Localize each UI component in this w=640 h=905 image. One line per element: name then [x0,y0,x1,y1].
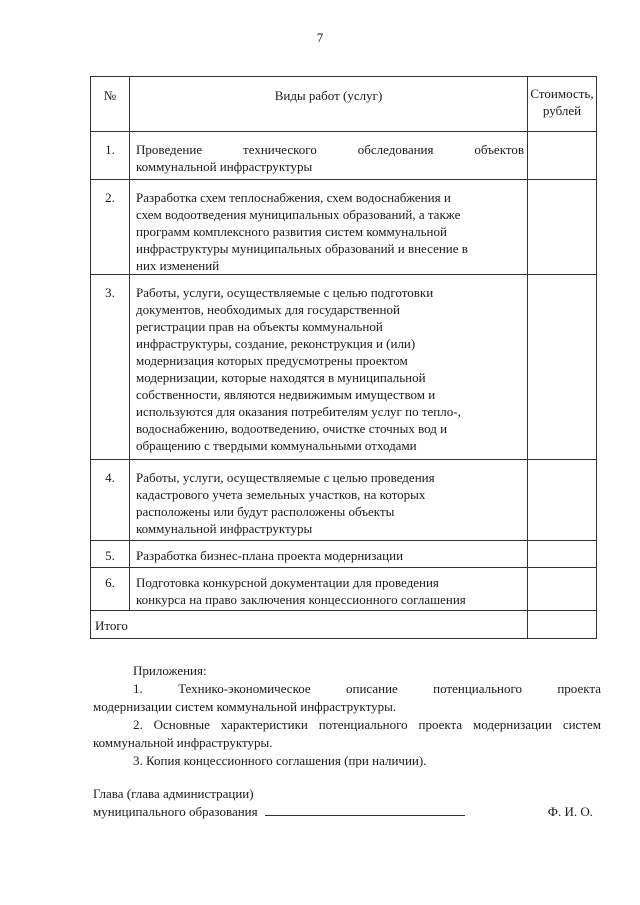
row-text-line: инфраструктуры муниципальных образований и внесение в [136,241,468,256]
table-row [91,132,597,180]
table-total-row [91,611,597,639]
row-text-line: инфраструктуры, создание, реконструкция и (или) [136,336,416,351]
row-text-line: собственности, являются недвижимым имуществом и [136,387,436,402]
attachment-item-3: 3. Копия концессионного соглашения (при наличии). [133,753,427,768]
total-label: Итого [91,611,528,639]
row-text-line: кадастрового учета земельных участков, на которых [136,487,426,502]
row-cost-cell [528,275,597,460]
attachment-item-1 [93,680,601,716]
table-header-row [91,77,597,132]
signature-block [93,785,601,821]
signature-org: муниципального образования [93,804,258,819]
row-number: 1. [91,132,130,180]
row-number: 3. [91,275,130,460]
row-cost-cell [528,568,597,611]
row-text-line: обращению с твердыми коммунальными отходами [136,438,417,453]
signature-underline [265,803,465,816]
row-work-description [130,541,528,568]
works-cost-table [90,76,597,639]
row-text-line: Разработка схем теплоснабжения, схем водоснабжения и [136,190,451,205]
row-work-description [130,132,528,180]
table-row [91,460,597,541]
attachments-section [93,662,601,770]
page-number: 7 [316,30,324,45]
table-row [91,541,597,568]
row-text-line: модернизация которых предусмотрены проектом [136,353,408,368]
table-row [91,568,597,611]
row-cost-cell [528,541,597,568]
attachments-heading: Приложения: [133,663,207,678]
row-text-line: расположены или будут расположены объекты [136,504,395,519]
row-text-line: Работы, услуги, осуществляемые с целью проведения [136,470,435,485]
table-row [91,275,597,460]
row-text-line: Работы, услуги, осуществляемые с целью подготовки [136,285,434,300]
row-work-description [130,180,528,275]
header-cost-line1: Стоимость, [530,86,594,101]
attachment-item-1-line1: 1. Технико-экономическое описание потенциального проекта [133,681,601,696]
row-text-line: модернизации, которые находятся в муниципальной [136,370,426,385]
row-text-line: используются для оказания потребителям услуг по тепло-, [136,404,461,419]
row-number: 4. [91,460,130,541]
attachment-item-2: 2. Основные характеристики потенциального проекта модернизации систем коммунальной инфраструктуры. [93,717,601,750]
row-text-line: программ комплексного развития систем коммунальной [136,224,447,239]
total-cost-cell [528,611,597,639]
row-text-line: схем водоотведения муниципальных образований, а также [136,207,461,222]
row-text-line: документов, необходимых для государственной [136,302,400,317]
row-number: 5. [91,541,130,568]
row-text-line: конкурса на право заключения концессионного соглашения [136,592,466,607]
header-cost [528,77,597,132]
row-number: 2. [91,180,130,275]
row-work-description [130,460,528,541]
header-work-types: Виды работ (услуг) [130,77,528,132]
header-number: № [91,77,130,132]
row-text-line: Подготовка конкурсной документации для проведения [136,575,439,590]
row-cost-cell [528,180,597,275]
signature-title: Глава (глава администрации) [93,786,254,801]
row-cost-cell [528,132,597,180]
signature-line [93,803,601,821]
row-text-line: них изменений [136,258,220,273]
row-work-description [130,275,528,460]
table-row [91,180,597,275]
row-text-line: Разработка бизнес-плана проекта модернизации [136,548,404,563]
attachment-item-1-line2: модернизации систем коммунальной инфраструктуры. [93,699,397,714]
row-cost-cell [528,460,597,541]
row-text-line: коммунальной инфраструктуры [136,159,313,174]
header-cost-line2: рублей [542,103,582,118]
row-text-line: водоснабжению, водоотведению, очистке сточных вод и [136,421,448,436]
row-text-line: регистрации прав на объекты коммунальной [136,319,383,334]
row-text-line: Проведение технического обследования объектов [136,142,524,157]
signature-fio: Ф. И. О. [547,804,593,819]
row-text-line: коммунальной инфраструктуры [136,521,313,536]
row-work-description [130,568,528,611]
row-number: 6. [91,568,130,611]
